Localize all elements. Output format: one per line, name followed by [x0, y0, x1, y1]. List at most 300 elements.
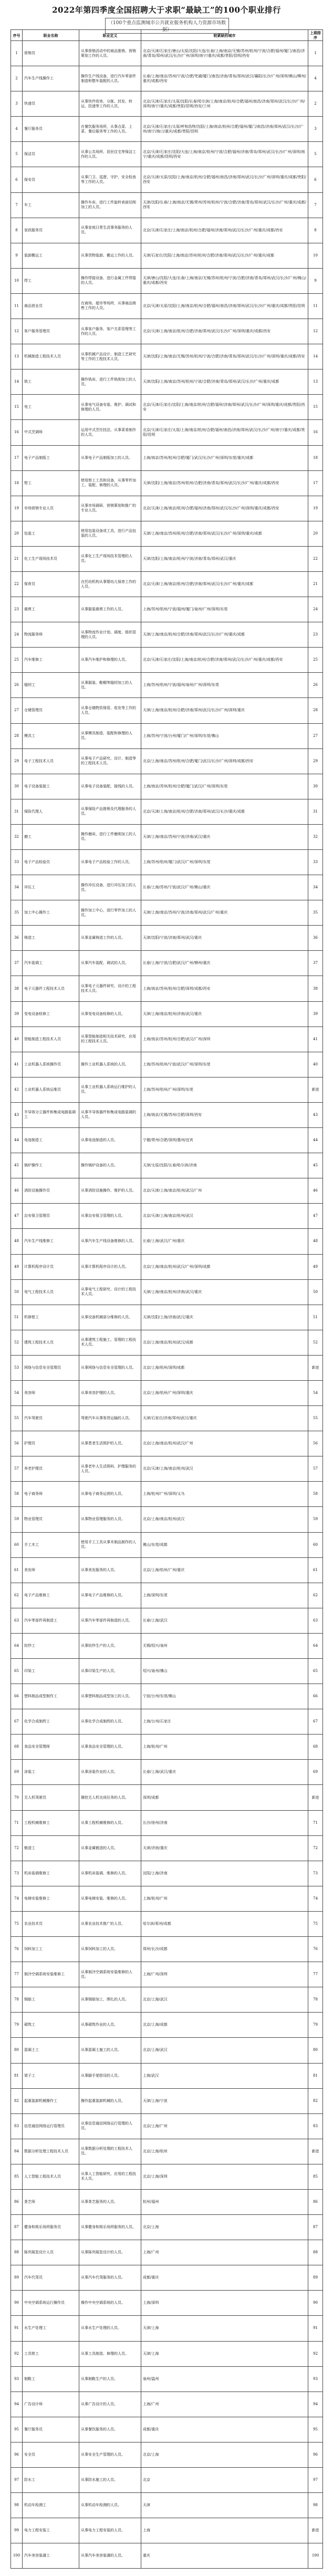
previous-rank: 80: [308, 2038, 323, 2063]
previous-rank: 20: [308, 521, 323, 546]
previous-rank: 78: [308, 1987, 323, 2013]
occupation-definition: 从事电池制造的人员。: [79, 1128, 141, 1153]
previous-rank: 29: [308, 748, 323, 774]
table-row: [11, 1204, 323, 1229]
row-no: 38: [11, 976, 23, 1001]
occupation-name: 工具钳工: [23, 2341, 79, 2366]
table-row: [11, 571, 323, 597]
occupation-definition: 从事餐饮服务的人员。: [79, 2417, 141, 2442]
shortage-cities: 北京/天津/上海/南京/杭州/武汉: [141, 1456, 308, 1482]
shortage-cities: 长春/上海/宁波/合肥/武汉/广州/柳州/重庆: [141, 951, 308, 976]
occupation-name: 安全员: [23, 2442, 79, 2467]
occupation-definition: 从事电梯安装、维修的人员。: [79, 1886, 141, 1911]
table-row: [11, 2468, 323, 2493]
previous-rank: 2: [308, 91, 323, 117]
shortage-cities: 天津/太原/沈阳/长春/哈尔滨/济南: [141, 1153, 308, 1178]
row-no: 49: [11, 1254, 23, 1279]
shortage-cities: 上海/深圳/东莞: [141, 1583, 308, 1608]
row-no: 91: [11, 2316, 23, 2341]
shortage-cities: 天津/沈阳/上海/南京/无锡/苏州/杭州/宁波/合肥/济南/青岛/郑州/武汉/长沙/广州/深圳/重庆/成都/西安: [141, 344, 308, 370]
occupation-name: 防水工: [23, 2468, 79, 2493]
row-no: 64: [11, 1633, 23, 1658]
occupation-name: 市场营销专业人员: [23, 496, 79, 521]
occupation-definition: 从事网络与信息安全管理的人员。: [79, 1355, 141, 1380]
occupation-name: 无人机驾驶员: [23, 1785, 79, 1810]
shortage-cities: 上海/苏州/杭州/宁波/福州/厦门/泉州/广州/深圳/东莞: [141, 597, 308, 622]
previous-rank: 90: [308, 2291, 323, 2316]
occupation-name: 电子元器件工程技术人员: [23, 976, 79, 1001]
previous-rank: 63: [308, 1608, 323, 1633]
shortage-cities: 北京/天津/上海/南京/杭州/合肥/福州/济南/郑州/武汉/长沙/广州/深圳/重庆/成都/西安: [141, 496, 308, 521]
previous-rank: 27: [308, 723, 323, 748]
previous-rank: 22: [308, 546, 323, 571]
previous-rank: 89: [308, 2265, 323, 2291]
previous-rank: 15: [308, 395, 323, 420]
occupation-definition: 从事客户服务、客户关系管理等工作的人员。: [79, 319, 141, 344]
row-no: 69: [11, 1760, 23, 1785]
row-no: 47: [11, 1204, 23, 1229]
page-title: 2022年第四季度全国招聘大于求职“最缺工”的100个职业排行: [52, 5, 281, 15]
shortage-cities: 天津/沈阳/长春/上海/南京/无锡/常州/苏州/杭州/宁波/合肥/济南/青岛/郑州/武汉/长沙/广州/重庆/成都/西安: [141, 192, 308, 218]
occupation-definition: 从事饲料加工的人员。: [79, 1937, 141, 1962]
shortage-cities: 天津/上海/南京/杭州/济南/武汉/重庆: [141, 1001, 308, 1027]
shortage-cities: 上海/苏州/杭州/宁波/福州/泉州/广州/深圳/东莞: [141, 673, 308, 698]
occupation-name: 手工木工: [23, 1532, 79, 1557]
row-no: 19: [11, 496, 23, 521]
row-no: 82: [11, 2088, 23, 2113]
row-no: 67: [11, 1709, 23, 1735]
row-no: 4: [11, 117, 23, 142]
occupation-definition: 从事电子产品研究、设计、制造等的工程技术人员。: [79, 748, 141, 774]
occupation-definition: 从事半导体器件和集成电路装调的人员。: [79, 1102, 141, 1127]
row-no: 12: [11, 319, 23, 344]
row-no: 21: [11, 546, 23, 571]
occupation-definition: 从事货物装卸、搬运工作的人员。: [79, 243, 141, 268]
previous-rank: 49: [308, 1254, 323, 1279]
previous-rank: 57: [308, 1456, 323, 1482]
row-no: 61: [11, 1557, 23, 1583]
previous-rank: 55: [308, 1406, 323, 1431]
table-row: [11, 875, 323, 900]
occupation-definition: 从事美容护理的人员。: [79, 1380, 141, 1405]
row-no: 54: [11, 1380, 23, 1405]
row-no: 27: [11, 698, 23, 723]
row-no: 71: [11, 1810, 23, 1835]
occupation-name: 智能制造工程技术人员: [23, 1027, 79, 1052]
table-row: [11, 748, 323, 774]
table-row: [11, 66, 323, 91]
previous-rank: 51: [308, 1305, 323, 1330]
row-no: 34: [11, 875, 23, 900]
previous-rank: 75: [308, 1911, 323, 1936]
table-row: [11, 698, 323, 723]
row-no: 9: [11, 243, 23, 268]
table-row: [11, 1279, 323, 1305]
table-row: [11, 1052, 323, 1077]
table-row: [11, 1507, 323, 1532]
row-no: 65: [11, 1659, 23, 1684]
row-no: 26: [11, 673, 23, 698]
row-no: 45: [11, 1153, 23, 1178]
occupation-name: 钳工: [23, 470, 79, 496]
previous-rank: 76: [308, 1937, 323, 1962]
shortage-cities: 北京/天津/太原/沈阳/上海/南京/杭州/合肥/福州/南昌/济南/郑州/武汉/长沙/广州/深圳/重庆/成都/贵阳/西安: [141, 167, 308, 192]
table-row: [11, 1684, 323, 1709]
table-row: [11, 2518, 323, 2543]
previous-rank: 8: [308, 218, 323, 243]
row-no: 86: [11, 2189, 23, 2214]
occupation-name: 美发师: [23, 1557, 79, 1583]
occupation-name: 钢筋工: [23, 1987, 79, 2013]
table-row: [11, 546, 323, 571]
previous-rank: 45: [308, 1153, 323, 1178]
table-row: [11, 319, 323, 344]
shortage-cities: 北京/上海/成都: [141, 2013, 308, 2038]
table-row: [11, 2493, 323, 2518]
shortage-cities: 北京/上海/深圳: [141, 2164, 308, 2189]
occupation-definition: 操作生产线设备，进行汽车零部件制造和整车装配的人员。: [79, 66, 141, 91]
occupation-name: 食品安全管理师: [23, 1735, 79, 1760]
row-no: 11: [11, 293, 23, 319]
shortage-cities: 成都/重庆: [141, 2265, 308, 2291]
table-row: [11, 1810, 323, 1835]
table-row: [11, 2189, 323, 2214]
shortage-cities: 北京/天津/石家庄/太原/沈阳/长春/哈尔滨/上海/南京/杭州/合肥/福州/南昌/济南/郑州/武汉/长沙/广州/深圳/南宁/重庆/成都/贵阳/昆明/西安/兰州: [141, 91, 308, 117]
occupation-definition: 从事钢筋加工、绑扎的人员。: [79, 1987, 141, 2013]
table-row: [11, 2139, 323, 2164]
occupation-name: 工程机械维修工: [23, 1810, 79, 1835]
occupation-definition: 从事制冷空调系统安装维修的人员。: [79, 1962, 141, 1987]
occupation-definition: 从事汽车装配、调试的人员。: [79, 951, 141, 976]
occupation-name: 美容师: [23, 1380, 79, 1405]
shortage-cities: 上海: [141, 2518, 308, 2543]
row-no: 96: [11, 2442, 23, 2467]
shortage-cities: 北京/天津/上海/南京/杭州/合肥/济南/郑州/武汉/长沙/广州/重庆/成都: [141, 571, 308, 597]
previous-rank: 43: [308, 1102, 323, 1127]
shortage-cities: 天津/上海/宁波: [141, 2088, 308, 2113]
previous-rank: 10: [308, 243, 323, 268]
table-row: [11, 1785, 323, 1810]
shortage-cities: 上海/南京/苏州/杭州/合肥/武汉/广州/深圳: [141, 1027, 308, 1052]
table-row: [11, 1482, 323, 1507]
occupation-definition: 从事混凝土施工的人员。: [79, 2038, 141, 2063]
occupation-definition: 从事智能制造相关技术研究、应用的工程技术人员。: [79, 1027, 141, 1052]
shortage-cities: 宁德/常州/合肥/深圳/惠州/宜宾: [141, 1128, 308, 1153]
shortage-cities: 上海/深圳: [141, 2291, 308, 2316]
occupation-definition: 在商场、超市等场所，从事商品销售工作的人员。: [79, 293, 141, 319]
row-no: 28: [11, 723, 23, 748]
occupation-definition: 从事工业机器人系统运行维护的人员。: [79, 1077, 141, 1102]
shortage-cities: 北京/上海/南京/杭州/武汉/成都: [141, 1330, 308, 1355]
occupation-definition: 从事金属铸造工作的人员。: [79, 926, 141, 951]
previous-rank: 72: [308, 1835, 323, 1861]
table-row: [11, 2366, 323, 2392]
previous-rank: 91: [308, 2316, 323, 2341]
occupation-name: 养老护理员: [23, 1456, 79, 1482]
row-no: 44: [11, 1128, 23, 1153]
row-no: 76: [11, 1937, 23, 1962]
previous-rank: 31: [308, 799, 323, 824]
previous-rank: 47: [308, 1204, 323, 1229]
occupation-name: 锅炉操作工: [23, 1153, 79, 1178]
table-row: [11, 2392, 323, 2417]
occupation-name: 保险代理人: [23, 799, 79, 824]
row-no: 43: [11, 1102, 23, 1127]
previous-rank: 97: [308, 2468, 323, 2493]
row-no: 5: [11, 142, 23, 167]
table-row: [11, 142, 323, 167]
table-row: [11, 824, 323, 849]
table-row: [11, 2442, 323, 2467]
table-row: [11, 1330, 323, 1355]
shortage-cities: 上海/广州/深圳: [141, 1962, 308, 1987]
previous-rank: 93: [308, 2366, 323, 2392]
occupation-name: 化学合成制药工: [23, 1709, 79, 1735]
occupation-definition: 从事砌筑作业的人员。: [79, 2013, 141, 2038]
previous-rank: 1: [308, 41, 323, 66]
previous-rank: 17: [308, 470, 323, 496]
previous-rank: 48: [308, 1229, 323, 1254]
occupation-name: 电池制造工: [23, 1128, 79, 1153]
previous-rank: 3: [308, 117, 323, 142]
occupation-name: 网络与信息安全管理员: [23, 1355, 79, 1380]
previous-rank: 32: [308, 824, 323, 849]
shortage-cities: 北京/上海/武汉: [141, 2038, 308, 2063]
table-row: [11, 723, 323, 748]
row-no: 81: [11, 2063, 23, 2088]
occupation-name: 护理员: [23, 1431, 79, 1456]
occupation-definition: 从事汽车零部件再制造的人员。: [79, 1608, 141, 1633]
table-row: [11, 1355, 323, 1380]
row-no: 24: [11, 622, 23, 648]
occupation-definition: 操作铣床，进行工件铣削加工的人员。: [79, 370, 141, 395]
occupation-name: 仓储管理员: [23, 698, 79, 723]
table-row: [11, 2240, 323, 2265]
table-row: [11, 951, 323, 976]
previous-rank: 61: [308, 1557, 323, 1583]
occupation-name: 半导体分立器件和集成电路装调工: [23, 1102, 79, 1127]
previous-rank: 新进: [308, 1785, 323, 1810]
occupation-name: 保育员: [23, 571, 79, 597]
table-row: [11, 2113, 323, 2139]
shortage-cities: 杭州/福州: [141, 2189, 308, 2214]
occupation-definition: 从事变电设备检修的人员。: [79, 1001, 141, 1027]
table-row: [11, 1886, 323, 1911]
occupation-name: 商品营业员: [23, 293, 79, 319]
table-row: [11, 850, 323, 875]
shortage-cities: 天津/上海/南京/杭州/合肥/济南/郑州/武汉/长沙/广州/重庆/成都: [141, 622, 308, 648]
occupation-name: 加工中心操作工: [23, 900, 79, 926]
occupation-name: 磨工: [23, 824, 79, 849]
occupation-definition: 从事机动车检测的人员。: [79, 2493, 141, 2518]
table-row: [11, 218, 323, 243]
occupation-name: 客户服务管理员: [23, 319, 79, 344]
occupation-definition: 从事汽车美容装潢的人员。: [79, 2543, 141, 2569]
previous-rank: 60: [308, 1532, 323, 1557]
occupation-name: 汽车装调工: [23, 951, 79, 976]
row-no: 98: [11, 2493, 23, 2518]
table-row: [11, 192, 323, 218]
previous-rank: 50: [308, 1279, 323, 1305]
previous-rank: 33: [308, 850, 323, 875]
previous-rank: 83: [308, 2113, 323, 2139]
table-row: [11, 1735, 323, 1760]
table-row: [11, 1987, 323, 2013]
row-no: 62: [11, 1583, 23, 1608]
occupation-name: 保洁员: [23, 142, 79, 167]
row-no: 52: [11, 1330, 23, 1355]
previous-rank: 新进: [308, 2518, 323, 2543]
occupation-name: 混凝土工: [23, 2038, 79, 2063]
shortage-cities: 北京/天津/上海/南京/杭州/武汉/广州: [141, 1178, 308, 1204]
table-row: [11, 2013, 323, 2038]
shortage-cities: 北京/天津/石家庄/沈阳/大连/上海/南京/杭州/宁波/合肥/福州/济南/青岛/郑州/武汉/长沙/广州/深圳/南宁/重庆/成都/昆明/西安: [141, 142, 308, 167]
row-no: 3: [11, 91, 23, 117]
occupation-name: 电子商务师: [23, 1482, 79, 1507]
shortage-cities: 上海/武汉: [141, 2063, 308, 2088]
shortage-cities: 上海/南京/苏州/杭州/合肥/厦门/武汉/广州/深圳/东莞: [141, 774, 308, 799]
table-row: [11, 673, 323, 698]
table-row: [11, 976, 323, 1001]
occupation-definition: 操作车床，进行工件旋转表面切削加工的人员。: [79, 192, 141, 218]
table-row: [11, 1431, 323, 1456]
occupation-definition: 从事消防设施操作、维护的人员。: [79, 1178, 141, 1204]
previous-rank: 59: [308, 1507, 323, 1532]
row-no: 50: [11, 1279, 23, 1305]
occupation-name: 物业管理员: [23, 1507, 79, 1532]
occupation-name: 化工生产现场技术员: [23, 546, 79, 571]
shortage-cities: 北京/上海/杭州/广州/深圳/重庆: [141, 1380, 308, 1405]
previous-rank: 14: [308, 344, 323, 370]
row-no: 92: [11, 2341, 23, 2366]
previous-rank: 13: [308, 370, 323, 395]
occupation-definition: 从事纺纱生产的人员。: [79, 1633, 141, 1658]
table-row: [11, 445, 323, 470]
table-row: [11, 243, 323, 268]
occupation-name: 锻造工: [23, 1835, 79, 1861]
shortage-cities: 天津/济南/重庆: [141, 1835, 308, 1861]
table-row: [11, 1937, 323, 1962]
table-row: [11, 622, 323, 648]
previous-rank: 79: [308, 2013, 323, 2038]
shortage-cities: 长春/上海/苏州/宁波/武汉/广州/佛山/重庆: [141, 875, 308, 900]
previous-rank: 95: [308, 2417, 323, 2442]
shortage-cities: 北京/天津/石家庄/唐山/太原/沈阳/大连/长春/上海/南京/无锡/苏州/杭州/宁波/合肥/福州/厦门/南昌/济南/青岛/郑州/武汉/长沙/广州/深圳/南宁/重庆/成都/贵阳/昆明/西安: [141, 41, 308, 66]
occupation-name: 快递员: [23, 91, 79, 117]
occupation-definition: 从事数据分析处理的工程技术人员。: [79, 2139, 141, 2164]
row-no: 2: [11, 66, 23, 91]
shortage-cities: 上海/苏州/杭州/广州/深圳/东莞: [141, 1077, 308, 1102]
occupation-definition: 操作起重装卸机械的人员。: [79, 2088, 141, 2113]
previous-rank: 30: [308, 774, 323, 799]
occupation-definition: 从事模具制造、装配和修理的人员。: [79, 723, 141, 748]
previous-rank: 34: [308, 875, 323, 900]
shortage-cities: 上海/苏州/杭州/宁波/武汉/广州/深圳/东莞: [141, 1052, 308, 1077]
shortage-cities: 哈尔滨/郑州/成都: [141, 1911, 308, 1936]
row-no: 84: [11, 2139, 23, 2164]
table-row: [11, 370, 323, 395]
row-no: 90: [11, 2291, 23, 2316]
table-header-row: [11, 30, 323, 41]
row-no: 46: [11, 1178, 23, 1204]
occupation-definition: 从事陈列展览设计的人员。: [79, 2240, 141, 2265]
shortage-cities: 上海/台州/石家庄: [141, 1709, 308, 1735]
occupation-definition: 从事仓储物资保管、收发等工作的人员。: [79, 698, 141, 723]
occupation-definition: 从事电子产品检验工作的人员。: [79, 850, 141, 875]
shortage-cities: 天津/沈阳/宁波/济南/郑州/武汉/重庆: [141, 926, 308, 951]
row-no: 58: [11, 1482, 23, 1507]
shortage-cities: 郑州/长沙/成都: [141, 1937, 308, 1962]
previous-rank: 新进: [308, 1077, 323, 1102]
row-no: 13: [11, 344, 23, 370]
occupation-name: 电子产品维修工: [23, 1583, 79, 1608]
shortage-cities: 上海/南京/苏州/杭州/合肥/深圳/成都/西安: [141, 976, 308, 1001]
occupation-definition: 从事公共场所、居民住宅等保洁工作的人员。: [79, 142, 141, 167]
table-row: [11, 521, 323, 546]
previous-rank: 5: [308, 142, 323, 167]
occupation-name: 机械制造工程技术人员: [23, 344, 79, 370]
shortage-cities: 北京/天津/石家庄/上海/南京/杭州/合肥/福州/济南/郑州/武汉/长沙/广州/重庆/成都/西安: [141, 218, 308, 243]
row-no: 93: [11, 2366, 23, 2392]
shortage-cities: 绍兴/泉州/佛山: [141, 1659, 308, 1684]
occupation-name: 电梯安装维修工: [23, 1886, 79, 1911]
occupation-name: 塑料制品成型制作工: [23, 1684, 79, 1709]
shortage-cities: 长沙/徐州/济南: [141, 1810, 308, 1835]
occupation-definition: 从事防水施工的人员。: [79, 2468, 141, 2493]
row-no: 89: [11, 2265, 23, 2291]
table-row: [11, 117, 323, 142]
occupation-name: 裁剪工: [23, 597, 79, 622]
table-row: [11, 395, 323, 420]
occupation-definition: 从事电子设备装配、接线的人员。: [79, 774, 141, 799]
table-row: [11, 1456, 323, 1482]
row-no: 88: [11, 2240, 23, 2265]
row-no: 29: [11, 748, 23, 774]
occupation-definition: 从事电子商务运营的人员。: [79, 1482, 141, 1507]
row-no: 100: [11, 2543, 23, 2569]
previous-rank: 16: [308, 420, 323, 445]
occupation-definition: 操作工业机器人系统的人员。: [79, 1052, 141, 1077]
occupation-definition: 从事汽车生产线设备维修的人员。: [79, 1229, 141, 1254]
row-no: 51: [11, 1305, 23, 1330]
row-no: 63: [11, 1608, 23, 1633]
row-no: 77: [11, 1962, 23, 1987]
occupation-definition: 从事制鞋生产的人员。: [79, 2366, 141, 2392]
occupation-name: 保安员: [23, 167, 79, 192]
shortage-cities: 长春/上海/武汉/广州/重庆: [141, 1229, 308, 1254]
occupation-name: 起重装卸机械操作工: [23, 2088, 79, 2113]
occupation-name: 饲料加工工: [23, 1937, 79, 1962]
table-row: [11, 1583, 323, 1608]
occupation-name: 人工智能工程技术人员: [23, 2164, 79, 2189]
occupation-definition: 从事计算机程序设计的人员。: [79, 1254, 141, 1279]
table-row: [11, 926, 323, 951]
shortage-cities: 无锡/绍兴/泉州: [141, 1633, 308, 1658]
table-row: [11, 1861, 323, 1886]
row-no: 36: [11, 926, 23, 951]
occupation-name: 焊工: [23, 268, 79, 293]
previous-rank: 81: [308, 2063, 323, 2088]
table-row: [11, 2038, 323, 2063]
row-no: 32: [11, 824, 23, 849]
occupation-name: 铸造工: [23, 926, 79, 951]
occupation-name: 水生产处理工: [23, 2316, 79, 2341]
shortage-cities: 上海/苏州/杭州/厦门/武汉/广州/深圳/东莞: [141, 850, 308, 875]
row-no: 59: [11, 1507, 23, 1532]
row-no: 35: [11, 900, 23, 926]
occupation-definition: 从事塑料制品成型加工的人员。: [79, 1684, 141, 1709]
occupation-definition: 从事物业管理服务的人员。: [79, 1507, 141, 1532]
